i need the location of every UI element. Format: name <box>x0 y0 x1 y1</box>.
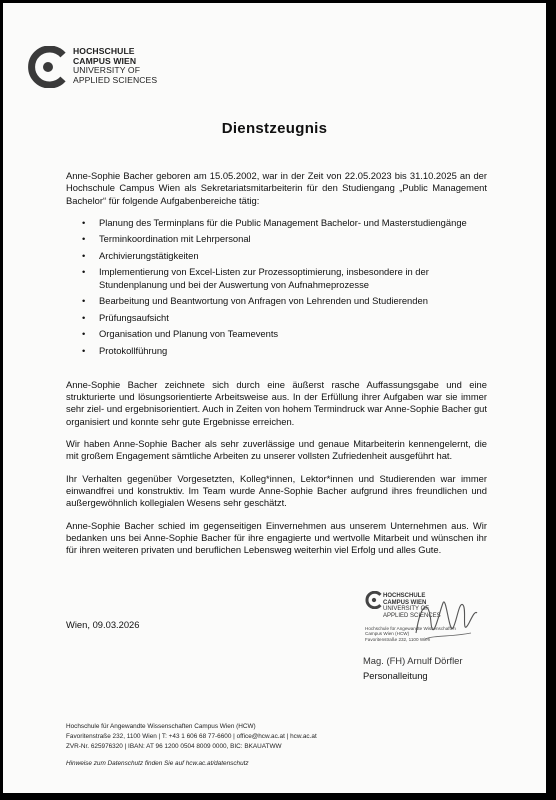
logo-line-3: UNIVERSITY OF <box>73 65 141 76</box>
task-item: • Organisation und Planung von Teamevents <box>82 328 279 340</box>
evaluation-paragraph: Anne-Sophie Bacher zeichnete sich durch eine äußerst rasche Auffassungsgabe und eine strukturierte und lösungsorientierte Arbeitsweise aus. In der Erfüllung ihrer Aufgaben war sie immer sehr ziel- und ergebnisorientiert. Auch in Zeiten von hohem Termindruck war Anne-Sophie Bacher gut organisiert und konnte sehr gute Ergebnisse erreichen. <box>66 378 487 427</box>
task-item: • Protokollführung <box>82 344 168 356</box>
reliability-paragraph: Wir haben Anne-Sophie Bacher als sehr zuverlässige und genaue Mitarbeiterin kennengelernt, die mit großem Engagement sämtliche Arbeiten zu unserer vollsten Zufriedenheit ausgeführt hat. <box>66 438 487 462</box>
footer-line-2: Favoritenstraße 232, 1100 Wien | T: +43 1 606 68 77-6600 | office@hcw.ac.at | hcw.ac.at <box>66 733 317 741</box>
intro-paragraph: Anne-Sophie Bacher geboren am 15.05.2002, war in der Zeit von 22.05.2023 bis 31.10.2025 an der Hochschule Campus Wien als Sekretariatsmitarbeiterin für den Studiengang „Public Management Bachelor“ für folgende Aufgabenbereiche tätig: <box>66 170 487 206</box>
behavior-paragraph: Ihr Verhalten gegenüber Vorgesetzten, Kolleg*innen, Lektor*innen und Studierenden war immer einwandfrei und konstruktiv. Im Team wurde Anne-Sophie Bacher aufgrund ihres freundlichen und außergewöhnlich kollegialen Wesens sehr geschätzt. <box>66 472 487 509</box>
task-item: • Terminkoordination mit Lehrpersonal <box>82 233 251 245</box>
bullet-icon: • <box>82 328 86 340</box>
stamp-details: Hochschule für Angewandte Wissenschaften Campus Wien (HCW) Favoritenstraße 232, 1100 Wien <box>365 626 456 642</box>
logo-line-2: CAMPUS WIEN <box>73 55 137 66</box>
bullet-icon: • <box>82 233 86 245</box>
signatory-name: Mag. (FH) Arnulf Dörfler <box>363 655 463 666</box>
task-item: • Archivierungstätigkeiten <box>82 249 199 261</box>
logo-line-1: HOCHSCHULE <box>73 46 135 56</box>
closing-paragraph: Anne-Sophie Bacher schied im gegenseitigen Einvernehmen aus unserem Unternehmen aus. Wir bedanken uns bei Anne-Sophie Bacher für ihre engagierte und wertvolle Mitarbeit und wünschen ihr für ihren weiteren privaten und beruflichen Lebensweg weiterhin viel Erfolg und alles Gute. <box>66 519 487 556</box>
logo-ring-icon <box>27 46 69 88</box>
bullet-icon: • <box>82 266 86 278</box>
logo-line-4: APPLIED SCIENCES <box>73 74 158 85</box>
bullet-icon: • <box>82 249 86 261</box>
stamp-logo-text: HOCHSCHULE CAMPUS WIEN UNIVERSITY OF APPLIED SCIENCES <box>383 593 441 619</box>
bullet-icon: • <box>82 295 86 307</box>
footer-line-1: Hochschule für Angewandte Wissenschaften Campus Wien (HCW) <box>66 723 256 730</box>
document-body <box>66 170 487 556</box>
task-item: • Prüfungsaufsicht <box>82 311 169 323</box>
document-page <box>3 3 546 793</box>
signatory-role: Personalleitung <box>363 670 428 681</box>
task-item: • Bearbeitung und Beantwortung von Anfragen von Lehrenden und Studierenden <box>82 295 428 307</box>
stamp-logo-icon <box>365 591 383 609</box>
task-item: • Planung des Terminplans für die Public Management Bachelor- und Masterstudiengänge <box>82 216 467 228</box>
footer-line-3: ZVR-Nr. 625976320 | IBAN: AT 96 1200 0504 8009 0000, BIC: BKAUATWW <box>66 743 282 751</box>
handwritten-signature <box>411 593 481 653</box>
privacy-note: Hinweise zum Datenschutz finden Sie auf hcw.ac.at/datenschutz <box>66 759 249 767</box>
task-item: • Implementierung von Excel-Listen zur Prozessoptimierung, insbesondere in der Stundenplanung und bei der Auswertung von Aufnahmeprozesse <box>82 266 429 290</box>
logo-text <box>73 47 157 85</box>
university-logo <box>27 46 167 96</box>
bullet-icon: • <box>82 344 86 356</box>
bullet-icon: • <box>82 311 86 323</box>
task-list <box>66 217 487 357</box>
page-footer <box>66 722 317 769</box>
document-title: Dienstzeugnis <box>221 120 328 137</box>
date-line: Wien, 09.03.2026 <box>66 619 140 630</box>
bullet-icon: • <box>82 216 86 228</box>
